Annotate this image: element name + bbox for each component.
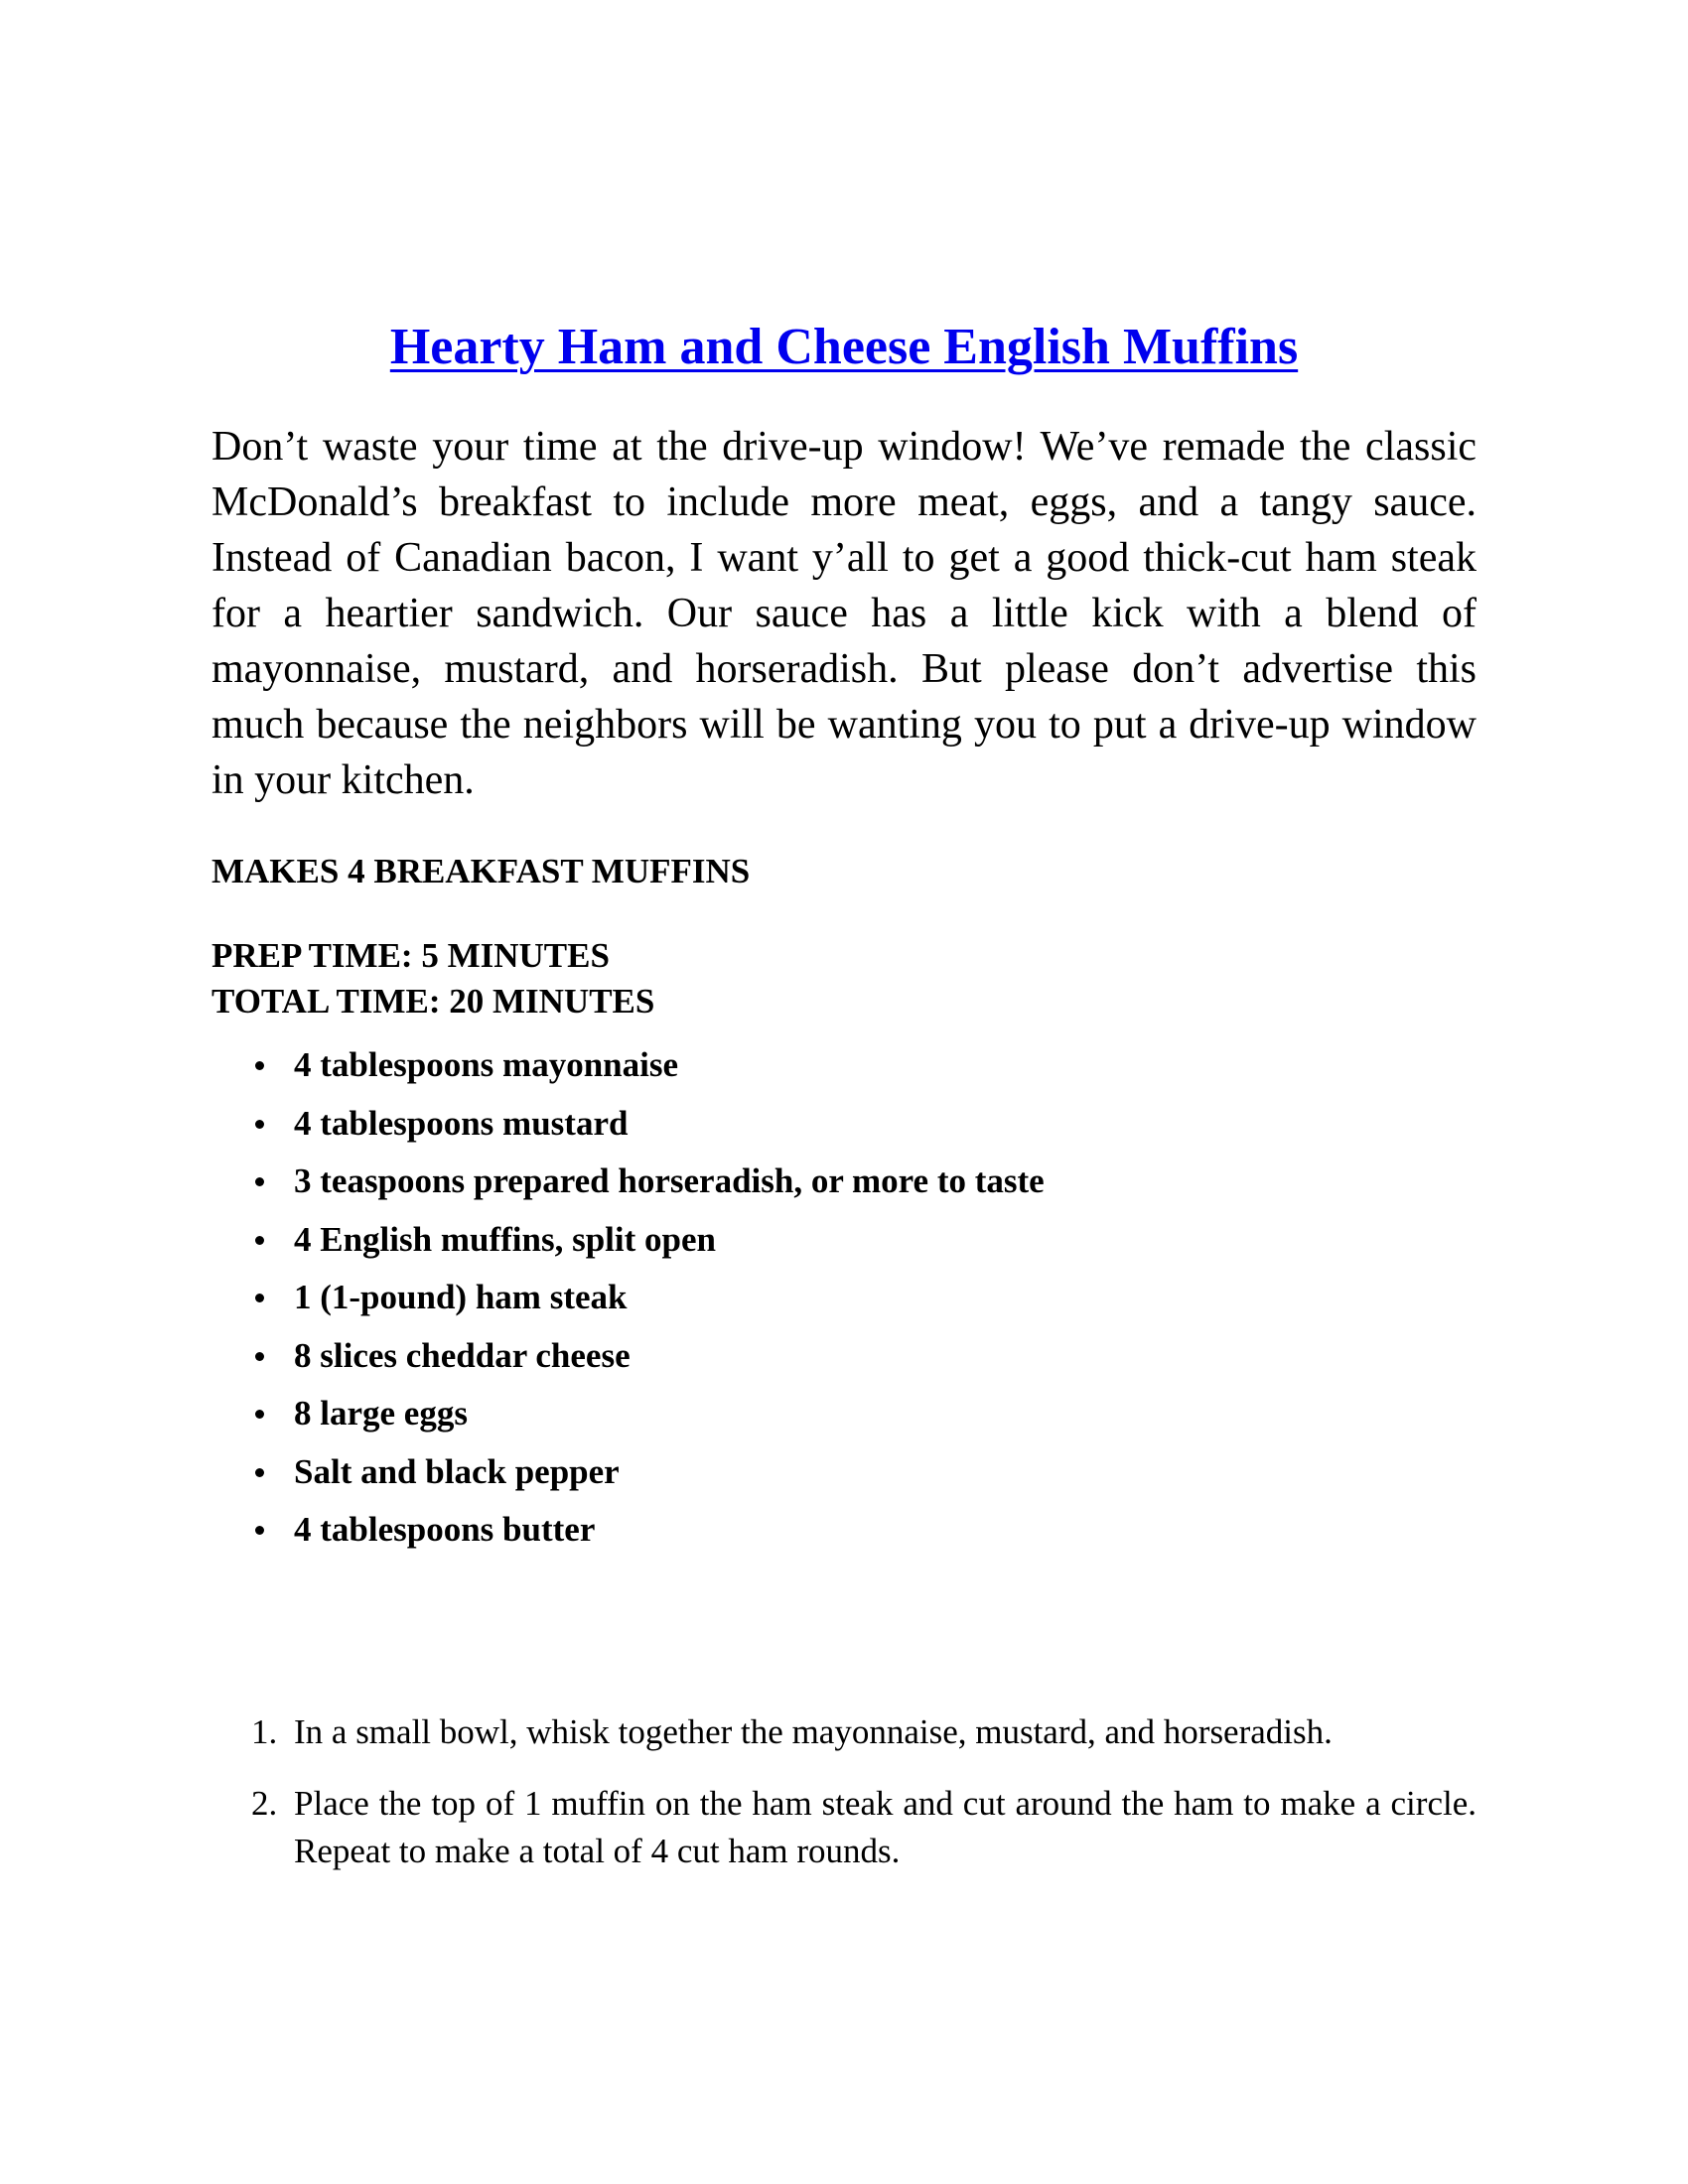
ingredient-list xyxy=(211,1036,1477,1560)
ingredient-text: 4 tablespoons butter xyxy=(294,1510,596,1549)
step-item xyxy=(211,1708,1477,1756)
step-number: 1. xyxy=(251,1711,278,1751)
ingredient-item xyxy=(211,1036,1477,1095)
ingredient-item xyxy=(211,1501,1477,1560)
ingredient-text: Salt and black pepper xyxy=(294,1451,620,1491)
ingredient-item xyxy=(211,1095,1477,1154)
ingredient-item xyxy=(211,1153,1477,1211)
recipe-document xyxy=(211,318,1477,1899)
ingredient-text: 8 slices cheddar cheese xyxy=(294,1335,631,1375)
ingredient-text: 3 teaspoons prepared horseradish, or more to taste xyxy=(294,1161,1045,1200)
ingredient-item xyxy=(211,1211,1477,1270)
bullet-icon xyxy=(255,1294,264,1302)
step-number: 2. xyxy=(251,1783,278,1823)
bullet-icon xyxy=(255,1177,264,1186)
step-text: In a small bowl, whisk together the mayonnaise, mustard, and horseradish. xyxy=(294,1711,1333,1751)
prep-time: PREP TIME: 5 MINUTES xyxy=(211,936,610,975)
ingredient-item xyxy=(211,1327,1477,1386)
bullet-icon xyxy=(255,1061,264,1070)
ingredient-text: 4 tablespoons mustard xyxy=(294,1103,629,1143)
ingredient-item xyxy=(211,1269,1477,1327)
bullet-icon xyxy=(255,1410,264,1419)
bullet-icon xyxy=(255,1236,264,1245)
recipe-times xyxy=(211,933,1477,1024)
recipe-title xyxy=(211,318,1477,377)
recipe-title-link[interactable]: Hearty Ham and Cheese English Muffins xyxy=(389,319,1299,375)
bullet-icon xyxy=(255,1526,264,1535)
ingredient-text: 4 English muffins, split open xyxy=(294,1219,716,1259)
bullet-icon xyxy=(255,1352,264,1361)
ingredient-item xyxy=(211,1385,1477,1443)
bullet-icon xyxy=(255,1468,264,1477)
step-text: Place the top of 1 muffin on the ham steak and cut around the ham to make a circle. Repeat to make a total of 4 cut ham rounds. xyxy=(294,1783,1477,1870)
ingredient-text: 1 (1-pound) ham steak xyxy=(294,1278,628,1316)
ingredient-item xyxy=(211,1443,1477,1502)
ingredient-text: 8 large eggs xyxy=(294,1394,468,1433)
bullet-icon xyxy=(255,1120,264,1129)
ingredient-text: 4 tablespoons mayonnaise xyxy=(294,1045,679,1084)
step-item xyxy=(211,1780,1477,1875)
step-list xyxy=(211,1708,1477,1875)
recipe-intro: Don’t waste your time at the drive-up window! We’ve remade the classic McDonald’s breakfast to include more meat, eggs, and a tangy sauce. Instead of Canadian bacon, I want y’all to get a good thick-cut ham steak for a heartier sandwich. Our sauce has a little kick with a blend of mayonnaise, mustard, and horseradish. But please don’t advertise this much because the neighbors will be wanting you to put a drive-up window in your kitchen. xyxy=(211,424,1477,803)
recipe-yield: MAKES 4 BREAKFAST MUFFINS xyxy=(211,852,751,890)
total-time: TOTAL TIME: 20 MINUTES xyxy=(211,982,655,1021)
